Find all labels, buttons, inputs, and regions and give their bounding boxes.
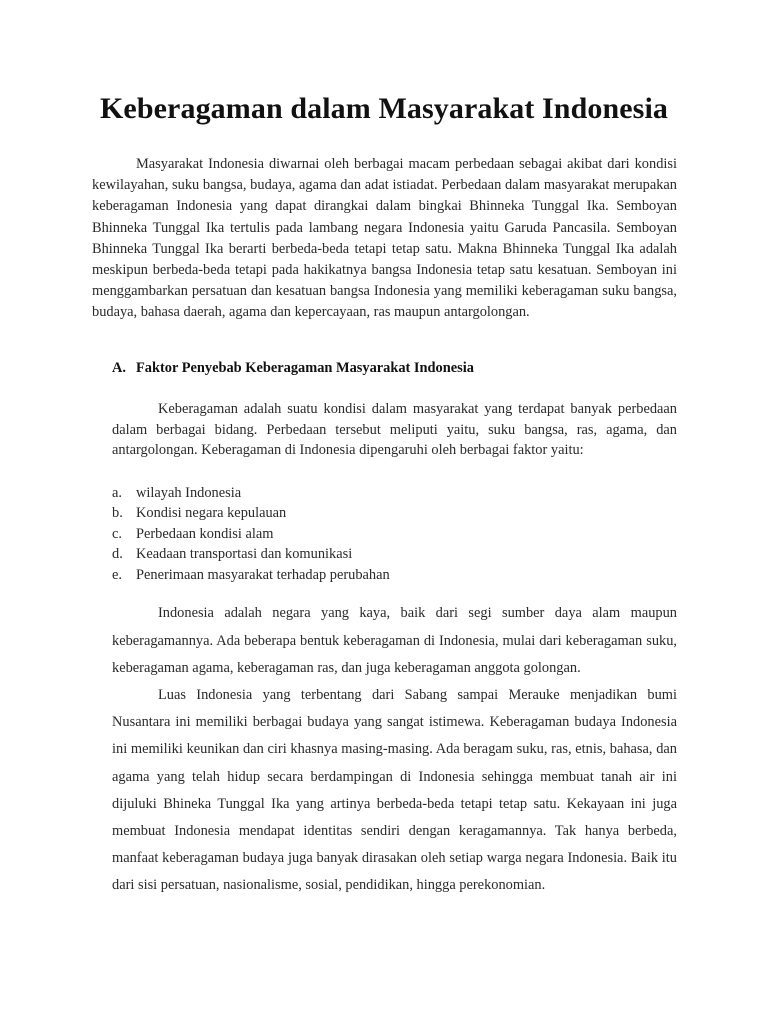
list-item bbox=[112, 524, 390, 544]
list-marker: e. bbox=[112, 566, 122, 583]
factor-list bbox=[112, 483, 390, 585]
list-marker: c. bbox=[112, 525, 122, 542]
list-item-text: wilayah Indonesia bbox=[136, 485, 242, 501]
list-item-text: Perbedaan kondisi alam bbox=[136, 525, 274, 542]
list-item-text: Kondisi negara kepulauan bbox=[136, 505, 287, 522]
list-marker: b. bbox=[112, 505, 123, 522]
section-a-letter: A. bbox=[112, 360, 126, 376]
intro-paragraph: Masyarakat Indonesia diwarnai oleh berbagai macam perbedaan sebagai akibat dari kondisi kewilayahan, suku bangsa, budaya, agama dan adat istiadat. Perbedaan dalam masyarakat merupakan keberagaman Indonesia yang dapat dirangkai dalam bingkai Bhinneka Tunggal Ika. Semboyan Bhinneka Tunggal Ika tertulis pada lambang negara Indonesia yaitu Garuda Pancasila. Semboyan Bhinneka Tunggal Ika berarti berbeda-beda tetapi tetap satu. Makna Bhinneka Tunggal Ika adalah meskipun berbeda-beda tetapi pada hakikatnya bangsa Indonesia tetap satu kesatuan. Semboyan ini menggambarkan persatuan dan kesatuan bangsa Indonesia yang memiliki keberagaman suku bangsa, budaya, bahasa daerah, agama dan kepercayaan, ras maupun antargolongan. bbox=[92, 156, 677, 321]
list-marker: d. bbox=[112, 546, 123, 563]
document-title: Keberagaman dalam Masyarakat Indonesia bbox=[100, 92, 668, 125]
list-item bbox=[112, 483, 390, 503]
list-item bbox=[112, 565, 390, 585]
body-paragraph-cultural-diversity: Luas Indonesia yang terbentang dari Sabang sampai Merauke menjadikan bumi Nusantara ini memiliki berbagai budaya yang sangat istimewa. Keberagaman budaya Indonesia ini memiliki keunikan dan ciri khasnya masing-masing. Ada beragam suku, ras, etnis, bahasa, dan agama yang telah hidup secara berdampingan di Indonesia sehingga membuat tanah air ini dijuluki Bhineka Tunggal Ika yang artinya berbeda-beda tetapi tetap satu. Kekayaan ini juga membuat Indonesia mendapat identitas sendiri dengan keragamannya. Tak hanya berbeda, manfaat keberagaman budaya juga banyak dirasakan oleh setiap warga negara Indonesia. Baik itu dari sisi persatuan, nasionalisme, sosial, pendidikan, hingga perekonomian. bbox=[112, 687, 677, 894]
list-marker: a. bbox=[112, 485, 122, 501]
list-item bbox=[112, 503, 390, 523]
body-paragraph-diversity-forms: Indonesia adalah negara yang kaya, baik dari segi sumber daya alam maupun keberagamannya. Ada beberapa bentuk keberagaman di Indonesia, mulai dari keberagaman suku, keberagaman agama, keberagaman ras, dan juga keberagaman anggota golongan. bbox=[112, 605, 677, 677]
list-item bbox=[112, 544, 390, 564]
section-a-heading bbox=[112, 360, 474, 377]
list-item-text: Keadaan transportasi dan komunikasi bbox=[136, 546, 353, 563]
section-a-paragraph: Keberagaman adalah suatu kondisi dalam masyarakat yang terdapat banyak perbedaan dalam berbagai bidang. Perbedaan tersebut meliputi yaitu, suku bangsa, ras, agama, dan antargolongan. Keberagaman di Indonesia dipengaruhi oleh berbagai faktor yaitu: bbox=[112, 401, 677, 459]
list-item-text: Penerimaan masyarakat terhadap perubahan bbox=[136, 566, 390, 583]
section-a-title: Faktor Penyebab Keberagaman Masyarakat Indonesia bbox=[136, 360, 474, 376]
